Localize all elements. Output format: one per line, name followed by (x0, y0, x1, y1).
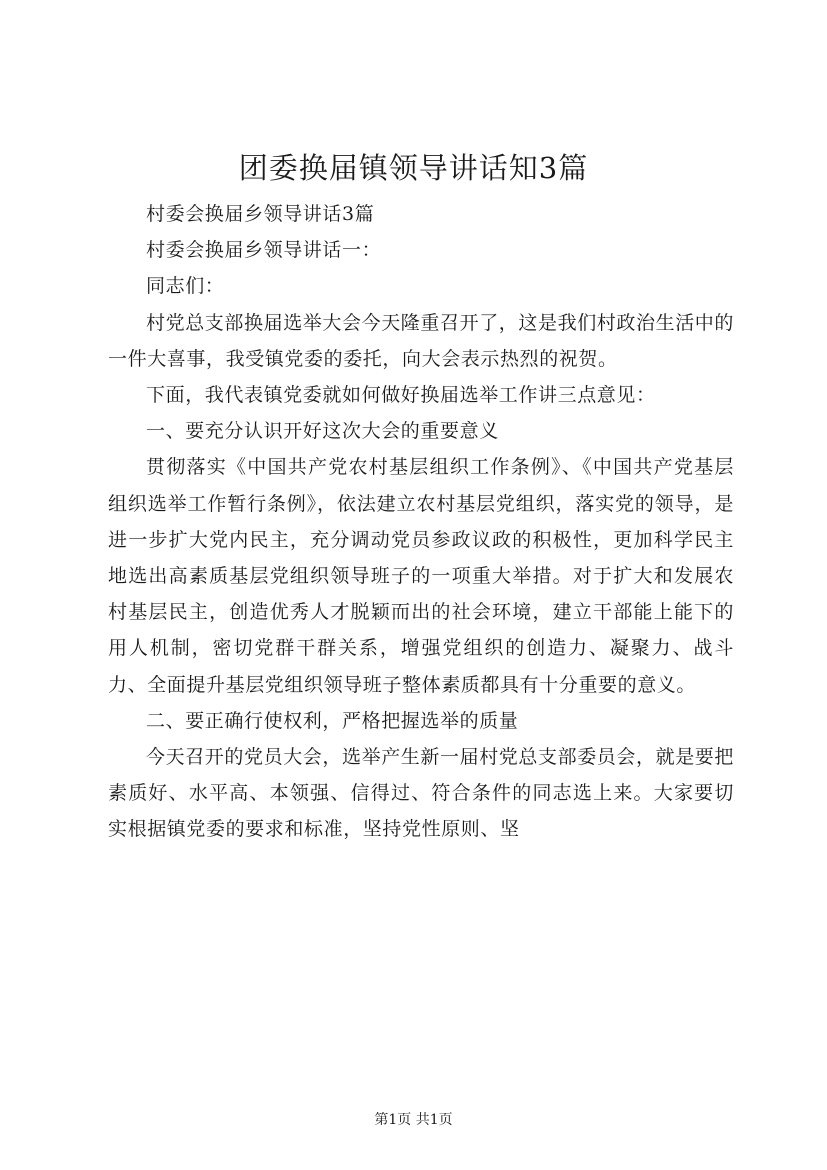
document-body (108, 196, 734, 848)
paragraph: 村委会换届乡领导讲话3篇 (146, 203, 375, 225)
paragraph: 一、要充分认识开好这次大会的重要意义 (146, 420, 499, 443)
paragraph: 贯彻落实《中国共产党农村基层组织工作条例》、《中国共产党基层组织选举工作暂行条例》，依法建立农村基层党组织，落实党的领导，是进一步扩大党内民主，充分调动党员参政议政的积极性，更加科学民主地选出高素质基层党组织领导班子的一项重大举措。对于扩大和发展农村基层民主，创造优秀人才脱颖而出的社会环境，建立干部能上能下的用人机制，密切党群干群关系，增强党组织的创造力、凝聚力、战斗力、全面提升基层党组织领导班子整体素质都具有十分重要的意义。 (108, 456, 734, 696)
page-footer: 第1页 共1页 (374, 1112, 453, 1128)
paragraph: 下面，我代表镇党委就如何做好换届选举工作讲三点意见： (146, 384, 656, 407)
paragraph: 村委会换届乡领导讲话一： (146, 239, 382, 262)
paragraph: 今天召开的党员大会，选举产生新一届村党总支部委员会，就是要把素质好、水平高、本领强、信得过、符合条件的同志选上来。大家要切实根据镇党委的要求和标准，坚持党性原则、坚 (108, 746, 735, 841)
document-title: 团委换届镇领导讲话知3篇 (238, 151, 589, 185)
paragraph: 二、要正确行使权利，严格把握选举的质量 (146, 709, 519, 732)
paragraph: 村党总支部换届选举大会今天隆重召开了，这是我们村政治生活中的一件大喜事，我受镇党委的委托，向大会表示热烈的祝贺。 (108, 311, 735, 370)
paragraph: 同志们： (146, 275, 225, 298)
